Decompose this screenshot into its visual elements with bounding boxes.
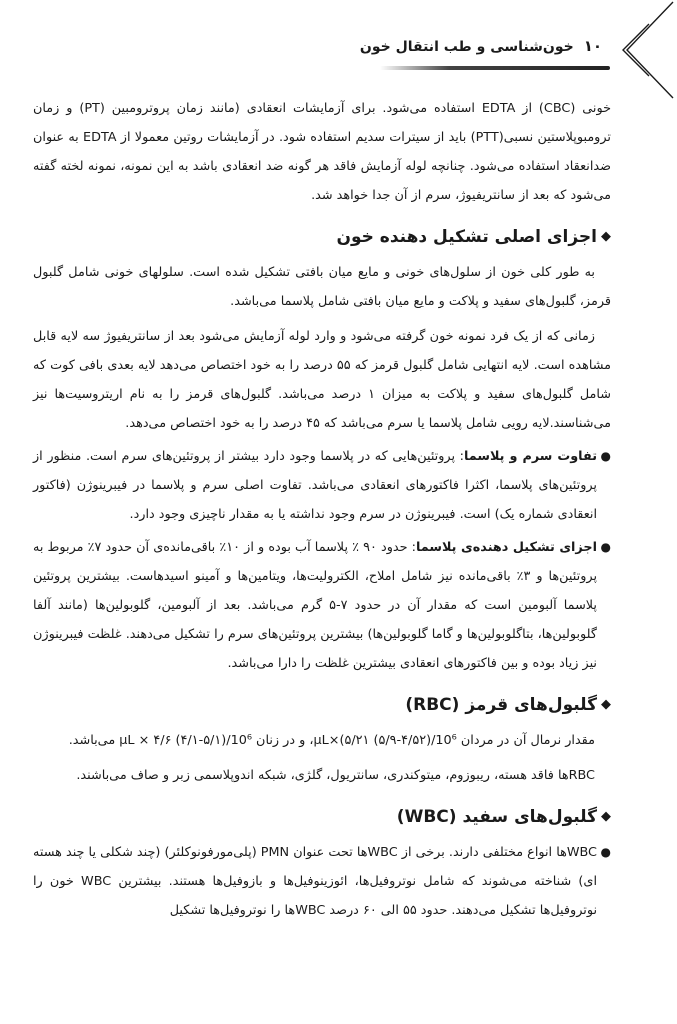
- page-number: ۱۰: [583, 37, 602, 55]
- diamond-icon: ◆: [601, 809, 611, 824]
- body-paragraph: RBCها فاقد هسته، ریبوزوم، میتوکندری، سانتریول، گلژی، شبکه اندوپلاسمی زبر و صاف می‌باشند.: [76, 768, 595, 783]
- list-item-term: اجزای تشکیل دهنده‌ی پلاسما: [416, 540, 597, 555]
- list-item-text: : پروتئین‌هایی که در پلاسما وجود دارد بیشتر از پروتئین‌های سرم است. منظور از پروتئین‌های پلاسما، اکثرا فاکتورهای انعقادی می‌باشد. تفاوت اصلی سرم و پلاسما در فیبرینوژن (فاکتور انعقادی شماره یک) است. فیبرینوژن در سرم وجود نداشته یا به مقدار ناچیزی وجود دارد.: [33, 449, 597, 522]
- section-heading-text: گلبول‌های سفید (WBC): [396, 807, 597, 827]
- bullet-list: [33, 838, 611, 925]
- list-item: [33, 442, 611, 529]
- intro-paragraph: خونی (CBC) از EDTA استفاده می‌شود. برای آزمایشات انعقادی (مانند زمان پروترومبین (PT) و زمان ترومبوپلاستین نسبی(PTT) باید از سیترات سدیم استفاده شود. در آزمایشات روتین معمولا از EDTA به عنوان ضدانعقاد استفاده می‌شود. چنانچه لوله آزمایش فاقد هر گونه ضد انعقادی باشد به این نمونه، نمونه لخته گفته می‌شود که بعد از سانتریفیوژ، سرم از آن جدا خواهد شد.: [33, 101, 612, 203]
- bullet-dot-icon: ●: [600, 540, 611, 554]
- diamond-icon: ◆: [601, 697, 611, 712]
- section-heading-text: اجزای اصلی تشکیل دهنده خون: [336, 227, 597, 247]
- section-heading-text: گلبول‌های قرمز (RBC): [405, 695, 597, 715]
- list-item-text: WBCها انواع مختلفی دارند. برخی از WBCها تحت عنوان PMN (پلی‌مورفونوکلئر) (چند شکلی یا چند هسته ای) شناخته می‌شوند که شامل نوتروفیل‌ها، ائوزینوفیل‌ها و بازوفیل‌ها هستند. بیشترین WBC خون را نوتروفیل‌ها تشکیل می‌دهند. حدود ۵۵ الی ۶۰ درصد WBCها را نوتروفیل‌ها تشکیل: [33, 845, 597, 918]
- list-item-text: : حدود ۹۰ ٪ پلاسما آب بوده و از ۱۰٪ باقی‌مانده‌ی آن حدود ۷٪ مربوط به پروتئین‌ها و ۳٪ باقی‌مانده نیز شامل املاح، الکترولیت‌ها، ویتامین‌ها و آمینو اسیدهاست. بیشترین پروتئین پلاسما آلبومین است که مقدار آن در حدود ۷-۵ گرم می‌باشد. بعد از آلبومین، گلوبولین‌ها (مانند آلفا گلوبولین‌ها، بتاگلوبولین‌ها و گاما گلوبولین‌ها) بیشترین پروتئین‌های سرم را تشکیل می‌دهند. غلظت فیبرینوژن نیز زیاد بوده و بین فاکتورهای انعقادی بیشترین غلظت را دارا می‌باشد.: [33, 540, 598, 671]
- page-content: [33, 94, 611, 925]
- list-item: [33, 838, 611, 925]
- bullet-dot-icon: ●: [600, 845, 611, 859]
- header-rule: [380, 66, 610, 70]
- diamond-icon: ◆: [601, 229, 611, 244]
- list-item-term: تفاوت سرم و پلاسما: [463, 449, 598, 464]
- body-paragraph: مقدار نرمال آن در مردان 10⁶/μL×(۵/۲۱ (۵/۹-۴/۵۲)، و در زنان 10⁶/μL × ۴/۶ (۴/۱-۵/۱) می‌باشد.: [68, 733, 595, 748]
- list-item: [33, 533, 611, 678]
- bullet-list: [33, 442, 611, 678]
- book-title: خون‌شناسی و طب انتقال خون: [359, 39, 574, 55]
- section-heading-wbc: [33, 802, 611, 832]
- bullet-dot-icon: ●: [600, 449, 611, 463]
- running-header: [360, 37, 602, 55]
- body-paragraph: زمانی که از یک فرد نمونه خون گرفته می‌شود و وارد لوله آزمایش می‌شود بعد از سانتریفیوژ سه لایه قابل مشاهده است. لایه انتهایی شامل گلبول قرمز که ۵۵ درصد را به خود اختصاص می‌دهد لایه بعدی بافی کوت که شامل گلبول‌های سفید و پلاکت به میزان ۱ درصد می‌باشد. گلبول‌های قرمز را به نام اریتروسیت‌ها نیز می‌شناسند.لایه رویی شامل پلاسما یا سرم می‌باشد که ۴۵ درصد را به خود اختصاص می‌دهد.: [33, 329, 611, 431]
- body-paragraph: به طور کلی خون از سلول‌های خونی و مایع میان بافتی تشکیل شده است. سلولهای خونی شامل گلبول قرمز، گلبول‌های سفید و پلاکت و مایع میان بافتی شامل پلاسما می‌باشد.: [33, 265, 611, 309]
- section-heading-components: [33, 222, 611, 252]
- section-heading-rbc: [33, 690, 611, 720]
